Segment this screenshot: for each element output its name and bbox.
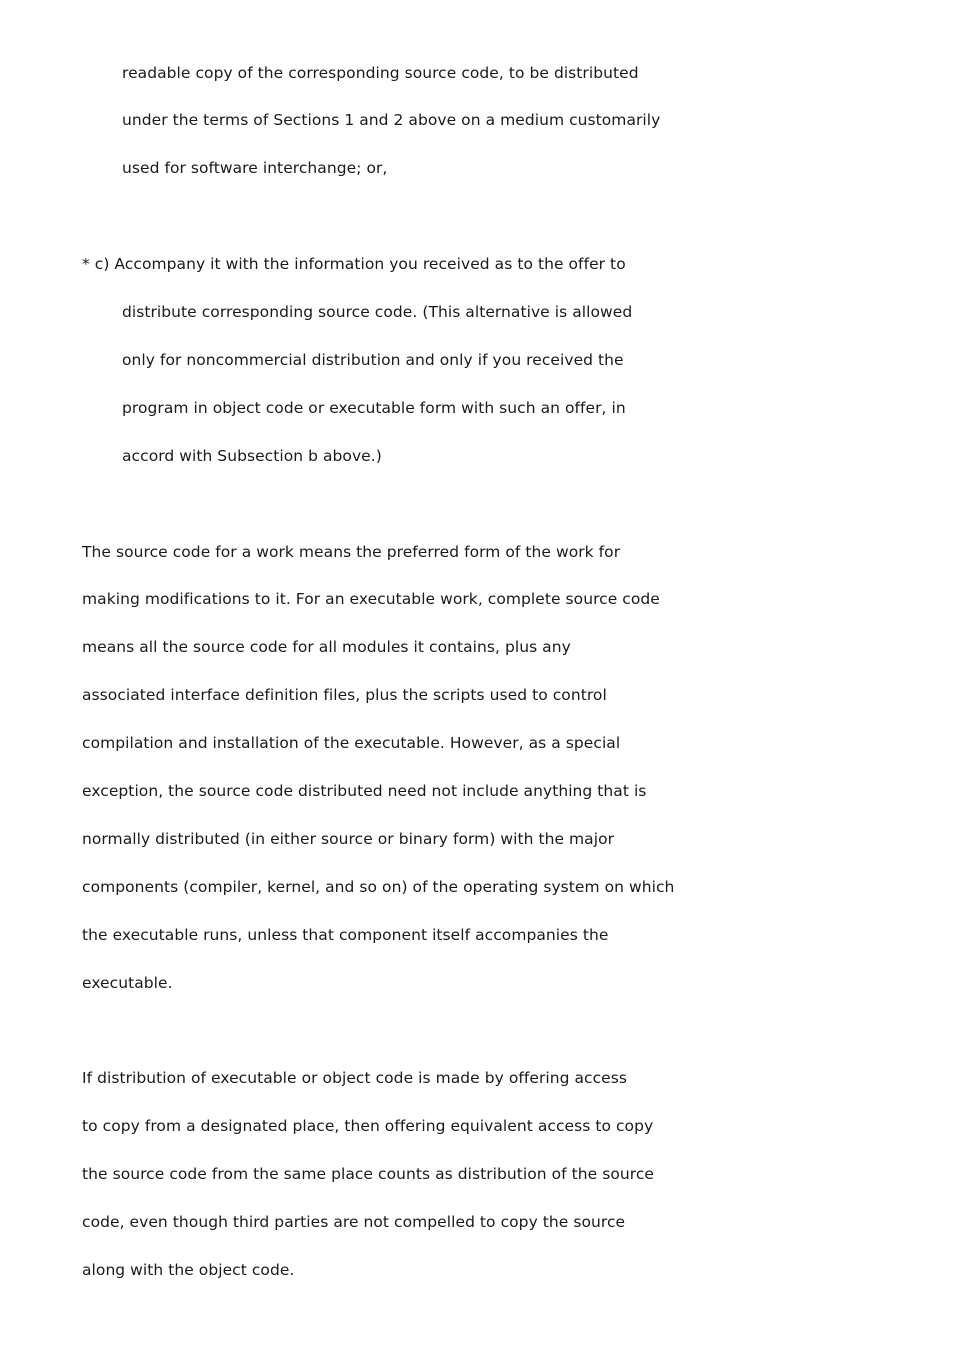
- text-line: compilation and installation of the executable. However, as a special: [82, 734, 621, 752]
- text-line: associated interface definition files, plus the scripts used to control: [82, 686, 607, 704]
- text-line: distribute corresponding source code. (This alternative is allowed: [122, 303, 633, 321]
- text-line: the executable runs, unless that component itself accompanies the: [82, 926, 609, 944]
- text-line: to copy from a designated place, then offering equivalent access to copy: [82, 1117, 654, 1135]
- text-line: readable copy of the corresponding source code, to be distributed: [122, 64, 639, 82]
- text-line: used for software interchange; or,: [122, 159, 388, 177]
- text-line: If distribution of executable or object code is made by offering access: [82, 1069, 628, 1087]
- text-line: under the terms of Sections 1 and 2 above on a medium customarily: [122, 111, 661, 129]
- text-line: executable.: [82, 974, 173, 992]
- text-line: program in object code or executable form with such an offer, in: [122, 399, 626, 417]
- text-line: The source code for a work means the preferred form of the work for: [82, 543, 621, 561]
- text-line: * c) Accompany it with the information you received as to the offer to: [82, 255, 626, 273]
- text-line: exception, the source code distributed need not include anything that is: [82, 782, 647, 800]
- text-line: accord with Subsection b above.): [122, 447, 382, 465]
- text-line: making modifications to it. For an executable work, complete source code: [82, 590, 660, 608]
- text-line: components (compiler, kernel, and so on) of the operating system on which: [82, 878, 675, 896]
- text-line: code, even though third parties are not compelled to copy the source: [82, 1213, 626, 1231]
- text-line: only for noncommercial distribution and only if you received the: [122, 351, 624, 369]
- text-line: the source code from the same place counts as distribution of the source: [82, 1165, 654, 1183]
- text-line: along with the object code.: [82, 1261, 295, 1279]
- text-line: normally distributed (in either source or binary form) with the major: [82, 830, 615, 848]
- text-line: means all the source code for all modules it contains, plus any: [82, 638, 571, 656]
